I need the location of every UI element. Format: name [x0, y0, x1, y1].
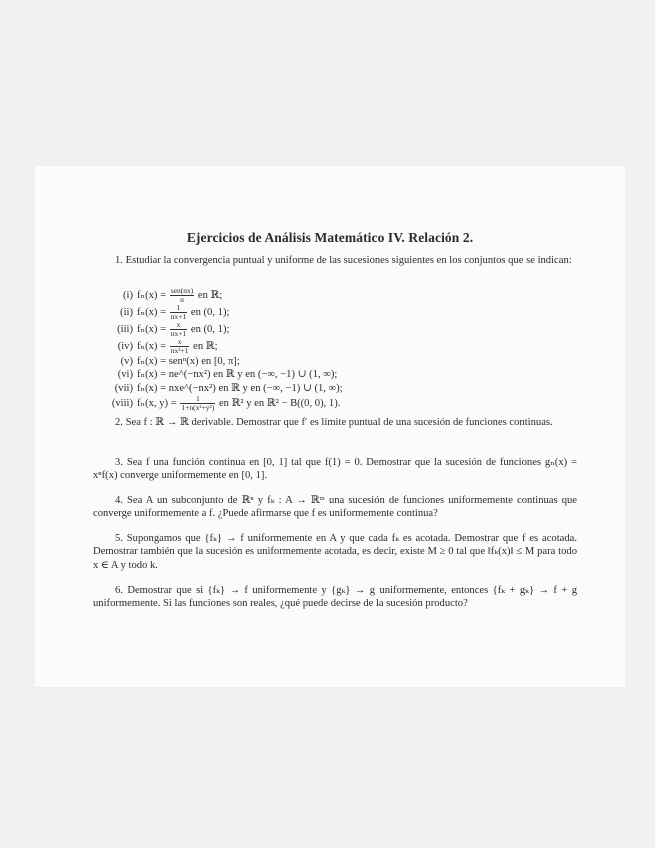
document-page [35, 166, 625, 687]
fraction: $\frac{\text{sen(nx)}}{n}$ [170, 286, 194, 304]
list-item: (iii) fₙ(x) = $\frac{x}{nx+1}$ en (0, 1); [117, 320, 230, 338]
page-title: Ejercicios de Análisis Matemático IV. Relación 2. [186, 230, 474, 245]
fraction: $\frac{x}{\text{nx²+1}}$ [170, 337, 189, 355]
exercise-2: 2. Sea f : ℝ → ℝ derivable. Demostrar que f′ es límite puntual de una sucesión de funciones continuas. [115, 417, 553, 428]
fraction: $\frac{x}{nx+1}$ [170, 320, 187, 338]
exercise-6: 6. Demostrar que si {fₖ} → f uniformemente y {gₖ} → g uniformemente, entonces {fₖ + gₖ} → f + g uniformemente. Si las funciones son reales, ¿qué puede decirse de la sucesión producto? [93, 585, 577, 610]
list-item: (iv) fₙ(x) = $\frac{x}{\text{nx²+1}}$ en ℝ; [117, 337, 218, 355]
list-item: (i) fₙ(x) = $\frac{\text{sen(nx)}}{n}$ en ℝ; [123, 286, 223, 304]
list-item: (vii) fₙ(x) = nxe^(−nx²) en ℝ y en (−∞, −1) ∪ (1, ∞); [114, 382, 343, 394]
list-item: (v) fₙ(x) = senⁿ(x) en [0, π]; [120, 356, 240, 367]
exercise-3: 3. Sea f una función continua en [0, 1] tal que f(1) = 0. Demostrar que la sucesión de funciones gₙ(x) = xⁿf(x) converge uniformemente en [0, 1]. [93, 457, 577, 482]
list-item: (ii) fₙ(x) = $\frac{1}{nx+1}$ en (0, 1); [120, 303, 230, 321]
exercise-5: 5. Supongamos que {fₖ} → f uniformemente en A y que cada fₖ es acotada. Demostrar que f es acotada. Demostrar también que la sucesión es uniformemente acotada, es decir, existe M ≥ 0 tal que ‖fₖ(x)‖ ≤ M para todo x ∈ A y todo k. [93, 533, 577, 571]
fraction: $\frac{1}{nx+1}$ [170, 303, 187, 321]
exercise-4: 4. Sea A un subconjunto de ℝⁿ y fₖ : A → ℝᵐ una sucesión de funciones uniformemente continuas que converge uniformemente a f. ¿Puede afirmarse que f es uniformemente continua? [93, 495, 577, 520]
exercise-1-intro: 1. Estudiar la convergencia puntual y uniforme de las sucesiones siguientes en los conjuntos que se indican: [115, 255, 572, 266]
exercise-1-list [105, 287, 343, 412]
list-item: (vi) fₙ(x) = ne^(−nx²) en ℝ y en (−∞, −1) ∪ (1, ∞); [117, 369, 338, 381]
list-item: (viii) fₙ(x, y) = $\frac{1}{\text{1+n(x²+y²)}}$ en ℝ² y en ℝ² − B((0, 0), 1). [111, 394, 341, 413]
fraction: $\frac{1}{\text{1+n(x²+y²)}}$ [181, 394, 215, 413]
